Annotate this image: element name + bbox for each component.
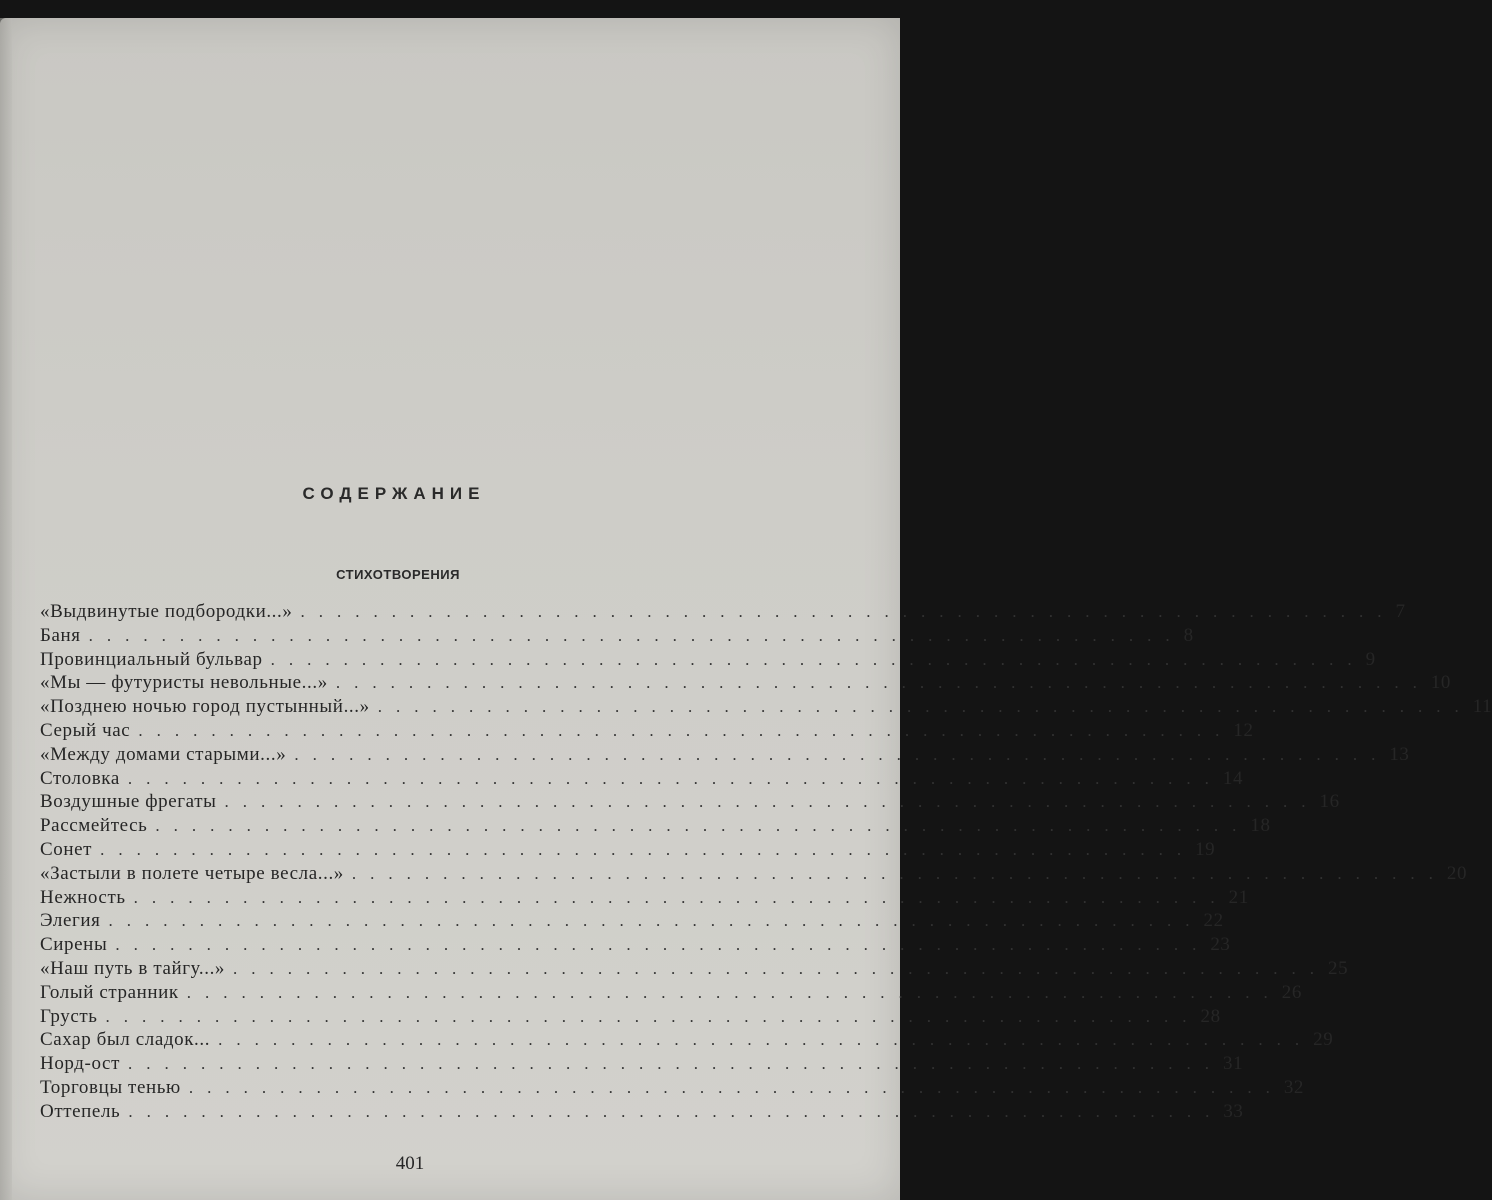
toc-entry — [40, 981, 1302, 1006]
dot-leader: ............................................................ — [300, 602, 1396, 621]
toc-entry-page: 8 — [1183, 624, 1194, 646]
toc-entry-page: 29 — [1313, 1029, 1334, 1051]
toc-entry-page: 9 — [1365, 648, 1376, 670]
toc-entry-title: Воздушные фрегаты — [40, 791, 217, 813]
toc-entry — [40, 886, 1249, 911]
toc-entry-page: 20 — [1446, 862, 1468, 884]
toc-entry-title: Элегия — [40, 910, 101, 932]
toc-entry — [40, 719, 1254, 744]
dot-leader: ............................................................ — [133, 887, 1229, 907]
toc-entry-page: 25 — [1328, 957, 1349, 979]
dot-leader: ............................................................ — [233, 958, 1329, 978]
toc-entry-title: Серый час — [40, 719, 131, 741]
dot-leader: ............................................................ — [224, 792, 1320, 812]
toc-entry-page: 31 — [1222, 1053, 1244, 1075]
dot-leader: ............................................................ — [105, 1006, 1201, 1026]
toc-entry-title: Рассмейтесь — [40, 815, 148, 837]
toc-entry-page: 23 — [1210, 934, 1231, 956]
toc-entry-page: 14 — [1222, 767, 1244, 789]
dot-leader: ............................................................ — [294, 744, 1390, 764]
toc-entry — [40, 696, 1492, 720]
toc-entry-title: Голый странник — [40, 981, 179, 1003]
toc-entry-page: 11 — [1472, 696, 1492, 718]
toc-entry — [40, 1076, 1305, 1101]
toc-entry — [40, 624, 1194, 649]
dot-leader: ............................................................ — [188, 1077, 1284, 1097]
toc-entry — [40, 1100, 1244, 1125]
toc-entry-title: Провинциальный бульвар — [40, 648, 263, 670]
dot-leader: ............................................................ — [270, 649, 1366, 669]
toc-entry-title: «Выдвинутые подбородки...» — [40, 601, 293, 622]
toc-entry — [40, 815, 1271, 839]
toc-entry-title: Нежность — [40, 886, 126, 908]
toc-entry-title: Сонет — [40, 838, 93, 860]
toc-entry-page: 10 — [1430, 672, 1452, 694]
toc-entry — [40, 672, 1452, 696]
toc-entry-title: «Между домами старыми...» — [40, 743, 287, 765]
dot-leader: ............................................................ — [108, 911, 1204, 931]
toc-entry-title: Торговцы тенью — [40, 1076, 181, 1098]
table-of-contents — [40, 601, 1492, 1125]
toc-entry-title: «Наш путь в тайгу...» — [40, 957, 226, 979]
toc-entry-page: 13 — [1389, 743, 1410, 765]
dot-leader: ............................................................ — [127, 1054, 1223, 1074]
toc-entry-title: Столовка — [40, 767, 120, 789]
toc-entry-title: Сахар был сладок... — [40, 1029, 211, 1051]
toc-entry — [40, 838, 1216, 863]
section-heading: СТИХОТВОРЕНИЯ — [336, 567, 460, 582]
toc-entry-title: Грусть — [40, 1005, 98, 1027]
toc-entry-page: 28 — [1200, 1005, 1221, 1027]
toc-entry-page: 18 — [1250, 815, 1271, 837]
toc-entry-title: «Позднею ночью город пустынный...» — [40, 696, 370, 718]
toc-entry-title: «Мы — футуристы невольные...» — [40, 672, 328, 694]
toc-entry — [40, 957, 1349, 982]
dot-leader: ............................................................ — [100, 839, 1196, 859]
toc-entry-page: 16 — [1319, 791, 1340, 813]
dot-leader: ............................................................ — [138, 720, 1234, 740]
dot-leader: ............................................................ — [186, 982, 1282, 1002]
toc-entry — [40, 934, 1231, 958]
toc-entry — [40, 1053, 1244, 1077]
dot-leader: ............................................................ — [351, 863, 1447, 883]
toc-entry-page: 26 — [1281, 981, 1302, 1003]
toc-entry-title: Сирены — [40, 934, 108, 956]
toc-entry-title: Оттепель — [40, 1100, 121, 1122]
toc-entry — [40, 791, 1340, 815]
toc-entry-page: 22 — [1203, 910, 1224, 932]
toc-entry — [40, 862, 1468, 887]
toc-entry — [40, 743, 1410, 768]
toc-entry — [40, 767, 1244, 792]
toc-entry — [40, 1029, 1334, 1053]
toc-entry-page: 32 — [1283, 1076, 1305, 1098]
dot-leader: ............................................................ — [335, 673, 1431, 693]
dot-leader: ............................................................ — [127, 768, 1223, 788]
dot-leader: ............................................................ — [115, 935, 1211, 955]
dot-leader: ............................................................ — [218, 1030, 1314, 1050]
toc-entry-page: 19 — [1195, 838, 1216, 860]
toc-entry-title: Норд-ост — [40, 1053, 120, 1075]
toc-entry — [40, 601, 1406, 625]
page-number: 401 — [395, 1153, 425, 1174]
toc-entry — [40, 1005, 1221, 1030]
dot-leader: ............................................................ — [155, 816, 1251, 836]
toc-entry-title: «Застыли в полете четыре весла...» — [40, 862, 344, 884]
toc-entry-page: 7 — [1395, 601, 1406, 622]
contents-heading: СОДЕРЖАНИЕ — [302, 484, 486, 503]
toc-entry — [40, 648, 1376, 673]
dot-leader: ............................................................ — [377, 697, 1473, 717]
toc-entry-page: 21 — [1228, 886, 1249, 908]
dot-leader: ............................................................ — [88, 625, 1184, 645]
toc-entry — [40, 910, 1224, 934]
toc-entry-page: 33 — [1223, 1100, 1244, 1122]
page-edge — [0, 18, 12, 1200]
toc-entry-title: Баня — [40, 624, 81, 646]
dot-leader: ............................................................ — [128, 1101, 1224, 1121]
toc-entry-page: 12 — [1233, 719, 1254, 741]
